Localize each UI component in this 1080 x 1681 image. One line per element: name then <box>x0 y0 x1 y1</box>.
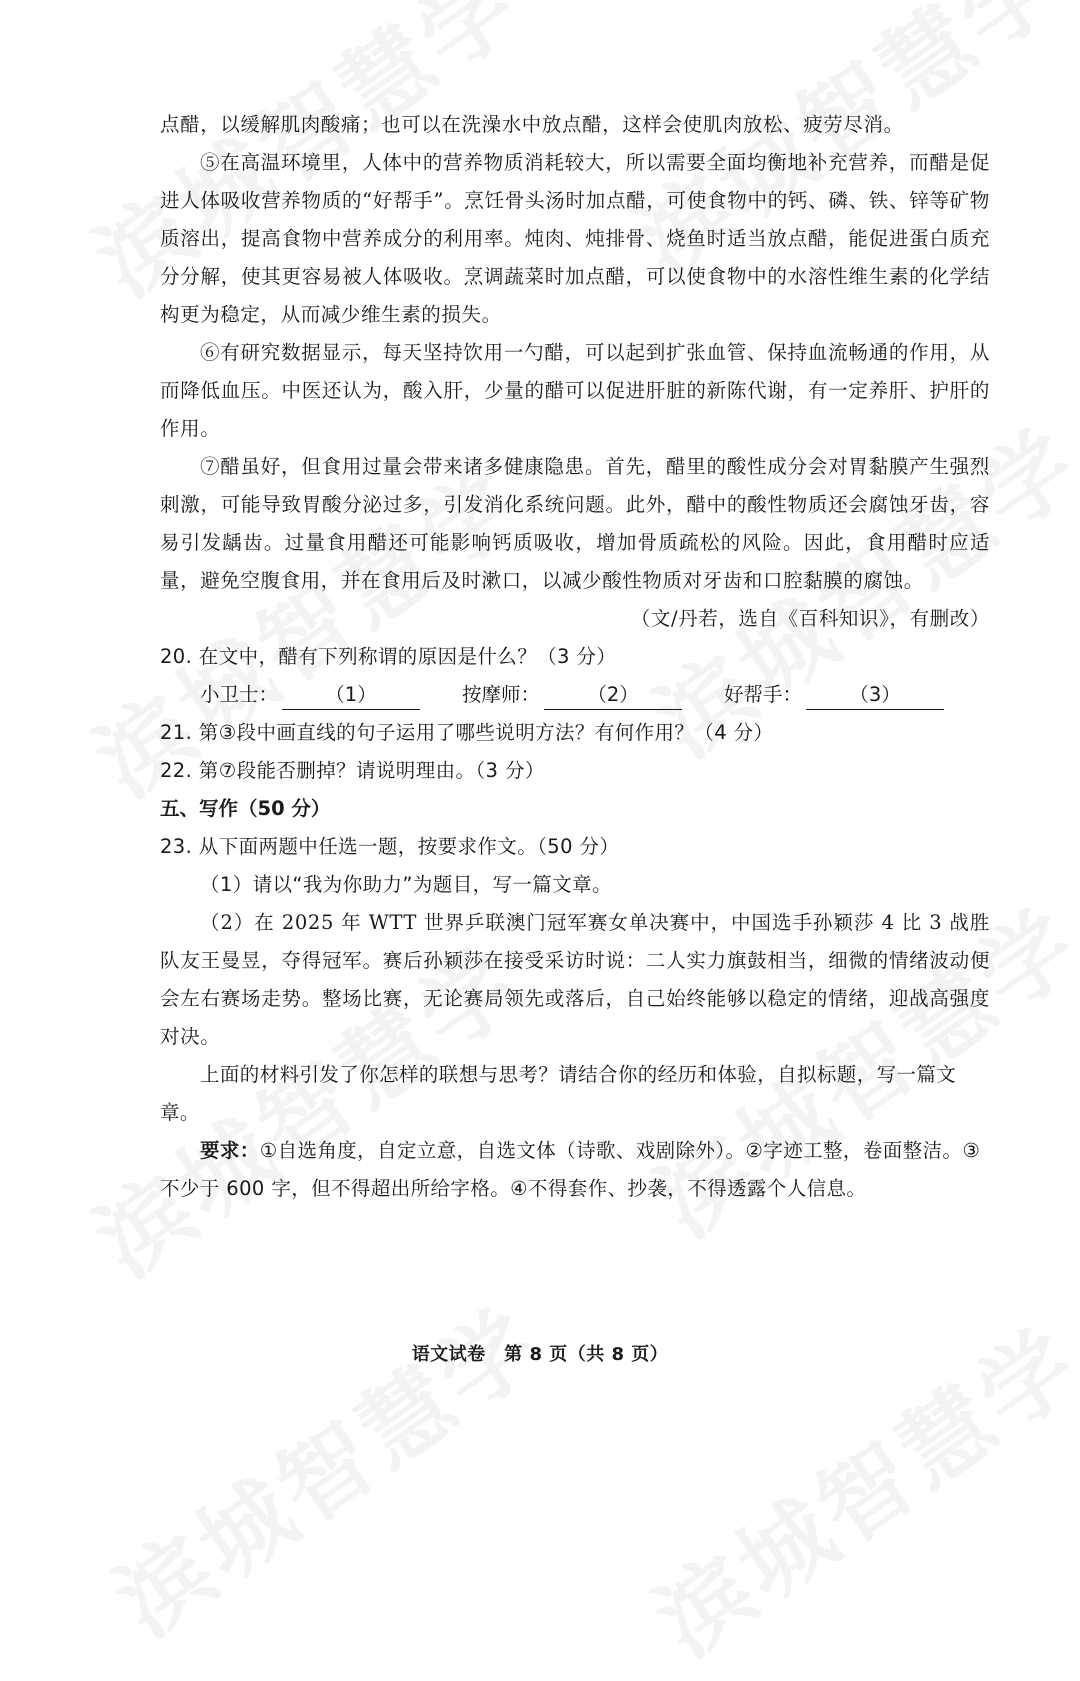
blank-item-masseur <box>462 676 682 714</box>
question-20: 20. 在文中，醋有下列称谓的原因是什么？（3 分） <box>160 645 617 668</box>
writing-prompt: 上面的材料引发了你怎样的联想与思考？请结合你的经历和体验，自拟标题，写一篇文章。 <box>160 1063 957 1124</box>
section-title-writing: 五、写作（50 分） <box>160 797 331 820</box>
exam-page-content <box>160 106 990 1208</box>
answer-blank-1[interactable]: （1） <box>282 681 420 710</box>
passage-paragraph-continued: 点醋，以缓解肌肉酸痛；也可以在洗澡水中放点醋，这样会使肌肉放松、疲劳尽消。 <box>160 113 904 136</box>
writing-option-2: （2）在 2025 年 WTT 世界乒联澳门冠军赛女单决赛中，中国选手孙颖莎 4 比 3 战胜队友王曼昱，夺得冠军。赛后孙颖莎在接受采访时说：二人实力旗鼓相当，细微的情绪波动便会左右赛场走势。整场比赛，无论赛局领先或落后，自己始终能够以稳定的情绪，迎战高强度对决。 <box>160 911 990 1048</box>
writing-option-1: （1）请以“我为你助力”为题目，写一篇文章。 <box>200 873 612 896</box>
blank-item-guardian <box>200 676 420 714</box>
blank-label: 按摩师： <box>462 683 541 706</box>
blank-label: 小卫士： <box>200 683 279 706</box>
question-23: 23. 从下面两题中任选一题，按要求作文。（50 分） <box>160 835 620 858</box>
passage-paragraph-5: ⑤在高温环境里，人体中的营养物质消耗较大，所以需要全面均衡地补充营养，而醋是促进人体吸收营养物质的“好帮手”。烹饪骨头汤时加点醋，可使食物中的钙、磷、铁、锌等矿物质溶出，提高食物中营养成分的利用率。炖肉、炖排骨、烧鱼时适当放点醋，能促进蛋白质充分分解，使其更容易被人体吸收。烹调蔬菜时加点醋，可以使食物中的水溶性维生素的化学结构更为稳定，从而减少维生素的损失。 <box>160 151 990 326</box>
page-footer: 语文试卷 第 8 页（共 8 页） <box>411 1344 669 1365</box>
blank-label: 好帮手： <box>724 683 803 706</box>
blank-item-helper <box>724 676 944 714</box>
writing-requirements <box>160 1132 990 1208</box>
answer-blank-3[interactable]: （3） <box>806 681 944 710</box>
watermark <box>86 1271 563 1660</box>
answer-blank-2[interactable]: （2） <box>544 681 682 710</box>
question-22: 22. 第⑦段能否删掉？请说明理由。（3 分） <box>160 759 545 782</box>
requirements-label: 要求： <box>200 1139 260 1162</box>
question-21: 21. 第③段中画直线的句子运用了哪些说明方法？有何作用？（4 分） <box>160 721 774 744</box>
passage-source: （文/丹若，选自《百科知识》，有删改） <box>630 607 990 630</box>
question-20-blanks <box>160 676 990 714</box>
requirements-text: ①自选角度，自定立意，自选文体（诗歌、戏剧除外）。②字迹工整，卷面整洁。③不少于 600 字，但不得超出所给字格。④不得套作、抄袭，不得透露个人信息。 <box>160 1139 981 1200</box>
passage-paragraph-7: ⑦醋虽好，但食用过量会带来诸多健康隐患。首先，醋里的酸性成分会对胃黏膜产生强烈刺激，可能导致胃酸分泌过多，引发消化系统问题。此外，醋中的酸性物质还会腐蚀牙齿，容易引发龋齿。过量食用醋还可能影响钙质吸收，增加骨质疏松的风险。因此，食用醋时应适量，避免空腹食用，并在食用后及时漱口，以减少酸性物质对牙齿和口腔黏膜的腐蚀。 <box>160 455 990 592</box>
passage-paragraph-6: ⑥有研究数据显示，每天坚持饮用一勺醋，可以起到扩张血管、保持血流畅通的作用，从而降低血压。中医还认为，酸入肝，少量的醋可以促进肝脏的新陈代谢，有一定养肝、护肝的作用。 <box>160 341 990 440</box>
